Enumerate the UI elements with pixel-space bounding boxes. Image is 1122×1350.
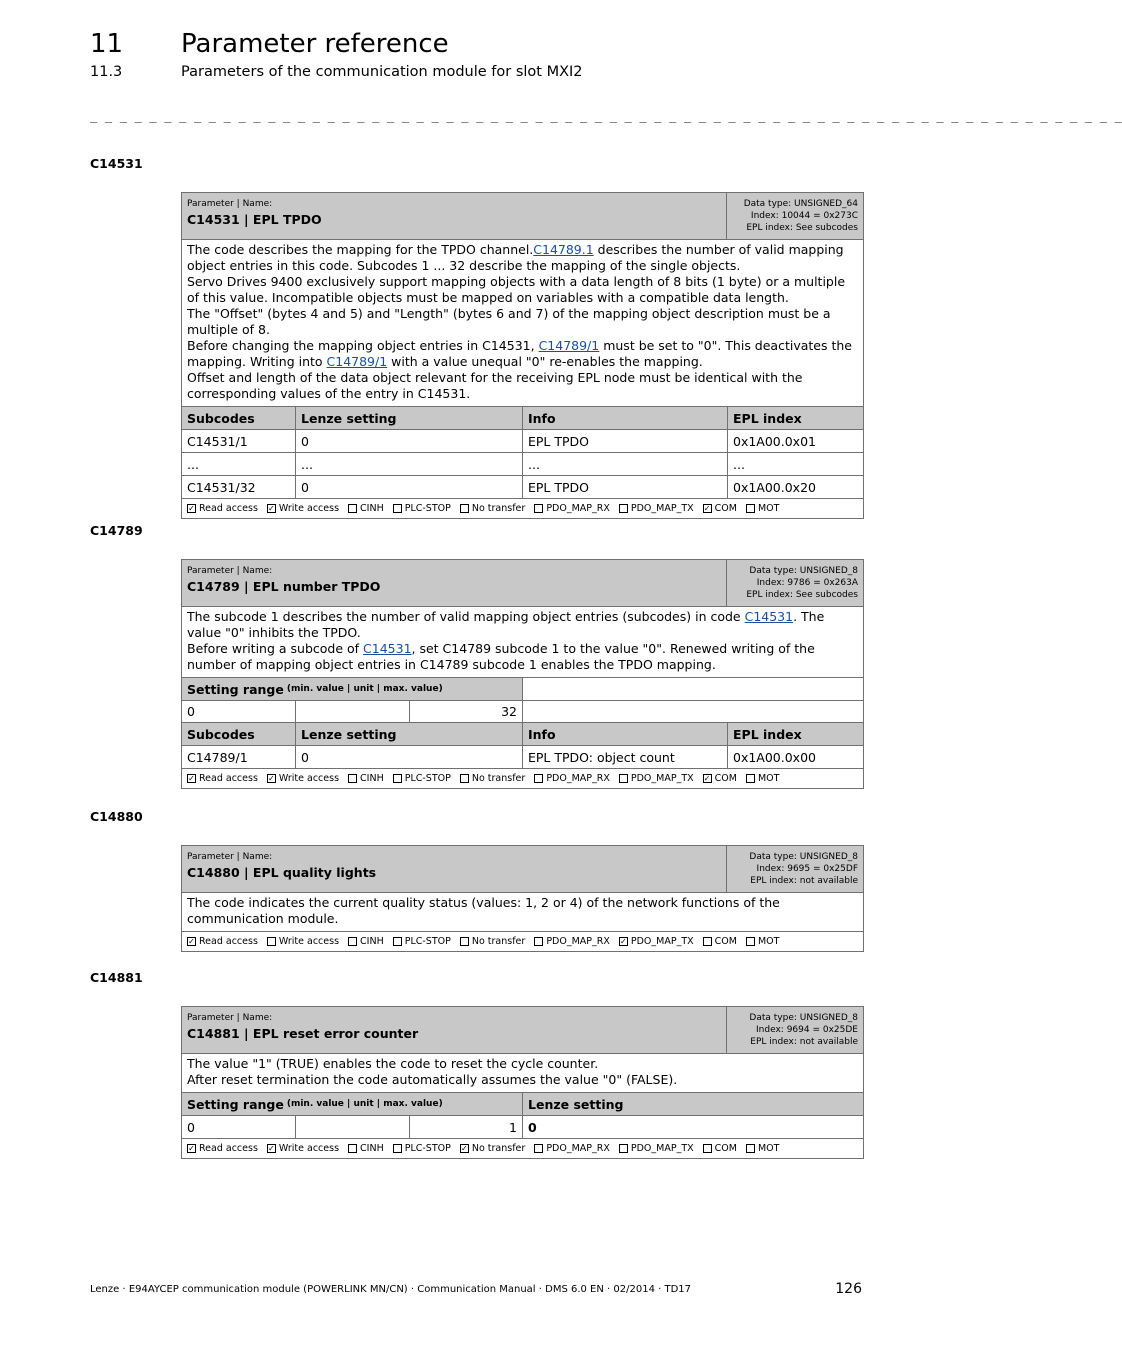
code-heading-c14881: C14881 xyxy=(90,970,143,985)
checked-box-icon: ✓ xyxy=(620,937,627,946)
checked-box-icon: ✓ xyxy=(460,1144,468,1153)
access-flag-com xyxy=(703,773,737,784)
link-c14531[interactable]: C14531 xyxy=(744,609,794,624)
unchecked-box-icon xyxy=(348,1144,357,1153)
subcode-cell: ... xyxy=(182,453,296,475)
access-flag-label: MOT xyxy=(757,1143,780,1154)
checked-box-icon: ✓ xyxy=(188,504,195,513)
table-row xyxy=(182,430,863,453)
setting-range-title: Setting range xyxy=(187,1096,284,1112)
param-table-c14880 xyxy=(181,845,864,952)
page-footer: Lenze · E94AYCEP communication module (POWERLINK MN/CN) · Communication Manual · DMS 6.0 EN · 02/2014 · TD17 xyxy=(90,1284,691,1295)
checked-box-icon: ✓ xyxy=(188,774,195,783)
col-info: Info xyxy=(523,723,728,745)
access-row xyxy=(182,932,863,951)
access-flag-label: PDO_MAP_TX xyxy=(630,1143,694,1154)
desc-text: must be set to "0". This deactivates the mapping. Writing into xyxy=(187,338,852,369)
access-flag-label: PLC-STOP xyxy=(404,1143,451,1154)
access-flag-com xyxy=(703,936,737,947)
section-number: 11.3 xyxy=(90,64,123,80)
access-flag-read-access xyxy=(187,1143,258,1154)
access-flag-label: MOT xyxy=(757,503,780,514)
access-flag-write-access xyxy=(267,503,339,514)
desc-text: Offset and length of the data object relevant for the receiving EPL node must be identical with the corresponding values of the entry in C14531. xyxy=(187,370,803,401)
unchecked-box-icon xyxy=(746,1144,755,1153)
data-type: Data type: UNSIGNED_8 xyxy=(749,852,858,862)
checked-box-icon: ✓ xyxy=(188,937,195,946)
col-lenze-setting: Lenze setting xyxy=(296,407,523,429)
checked-box-icon: ✓ xyxy=(268,774,275,783)
unchecked-box-icon xyxy=(619,504,628,513)
link-c14789-1[interactable]: C14789/1 xyxy=(326,354,388,369)
epl-index: EPL index: not available xyxy=(750,1037,858,1047)
unchecked-box-icon xyxy=(534,504,543,513)
access-flag-pdo-map-tx xyxy=(619,503,694,514)
range-unit xyxy=(296,1116,410,1138)
access-flag-label: MOT xyxy=(757,773,780,784)
access-flag-mot xyxy=(746,1143,779,1154)
access-flag-label: PDO_MAP_TX xyxy=(630,936,694,947)
access-flag-label: Write access xyxy=(278,1143,340,1154)
data-type: Data type: UNSIGNED_8 xyxy=(749,566,858,576)
unchecked-box-icon xyxy=(746,504,755,513)
param-name-caption: Parameter | Name: xyxy=(187,566,273,576)
param-name-caption: Parameter | Name: xyxy=(187,852,273,862)
access-flag-pdo-map-rx xyxy=(534,1143,610,1154)
access-flag-pdo-map-tx xyxy=(619,936,694,947)
checked-box-icon: ✓ xyxy=(268,1144,275,1153)
access-flag-label: Write access xyxy=(278,503,340,514)
access-flag-cinh xyxy=(348,1143,384,1154)
desc-text: Before writing a subcode of xyxy=(187,641,364,656)
access-flag-label: COM xyxy=(714,1143,737,1154)
checked-box-icon: ✓ xyxy=(703,504,711,513)
range-max: 32 xyxy=(410,700,523,722)
param-name: C14789 | EPL number TPDO xyxy=(187,579,381,594)
access-flag-write-access xyxy=(267,936,339,947)
param-name: C14531 | EPL TPDO xyxy=(187,212,322,227)
range-max: 1 xyxy=(410,1116,523,1138)
section-title: Parameters of the communication module for slot MXI2 xyxy=(181,64,583,80)
access-flag-write-access xyxy=(267,773,339,784)
access-flag-mot xyxy=(746,773,779,784)
info-cell: EPL TPDO: object count xyxy=(523,746,728,768)
access-flag-label: No transfer xyxy=(471,1143,526,1154)
access-flag-pdo-map-rx xyxy=(534,503,610,514)
table-row xyxy=(182,453,863,476)
setting-range-header-row xyxy=(182,1093,863,1116)
param-table-c14881 xyxy=(181,1006,864,1159)
epl-cell: 0x1A00.0x01 xyxy=(733,433,816,449)
epl-index: EPL index: See subcodes xyxy=(746,590,858,600)
access-flag-write-access xyxy=(267,1143,339,1154)
setting-range-header-row xyxy=(182,678,863,701)
range-min: 0 xyxy=(182,1116,296,1138)
access-flag-mot xyxy=(746,936,779,947)
access-flag-no-transfer xyxy=(460,936,525,947)
info-cell: ... xyxy=(523,453,728,475)
lenze-cell: 0 xyxy=(296,430,523,452)
access-flag-label: COM xyxy=(714,503,737,514)
access-flag-com xyxy=(703,503,737,514)
epl-index: EPL index: not available xyxy=(750,876,858,886)
access-flag-cinh xyxy=(348,936,384,947)
col-epl-index: EPL index xyxy=(728,723,863,745)
access-row xyxy=(182,1139,863,1158)
param-header xyxy=(182,1007,863,1054)
data-type: Data type: UNSIGNED_8 xyxy=(749,1013,858,1023)
subcode-cell: C14789/1 xyxy=(182,746,296,768)
unchecked-box-icon xyxy=(619,1144,628,1153)
access-flag-label: PDO_MAP_RX xyxy=(546,773,610,784)
param-name: C14881 | EPL reset error counter xyxy=(187,1026,419,1041)
epl-cell: 0x1A00.0x20 xyxy=(733,479,816,495)
subcode-header-row xyxy=(182,723,863,746)
param-index: Index: 9786 = 0x263A xyxy=(756,578,858,588)
col-lenze-setting: Lenze setting xyxy=(523,1093,863,1115)
access-flag-pdo-map-rx xyxy=(534,936,610,947)
setting-range-hint: (min. value | unit | max. value) xyxy=(286,1099,443,1109)
param-table-c14789 xyxy=(181,559,864,789)
unchecked-box-icon xyxy=(534,1144,543,1153)
param-index: Index: 9694 = 0x25DE xyxy=(756,1025,858,1035)
unchecked-box-icon xyxy=(619,774,628,783)
desc-text: The subcode 1 describes the number of valid mapping object entries (subcodes) in code xyxy=(187,609,745,624)
page-number: 126 xyxy=(835,1281,862,1297)
unchecked-box-icon xyxy=(746,937,755,946)
unchecked-box-icon xyxy=(460,774,469,783)
unchecked-box-icon xyxy=(703,1144,712,1153)
access-flag-plc-stop xyxy=(393,503,451,514)
data-type: Data type: UNSIGNED_64 xyxy=(743,199,858,209)
unchecked-box-icon xyxy=(460,504,469,513)
desc-text: describes the number of valid mapping object entries in this code. Subcodes 1 ... 32 describe the mapping of the single objects. xyxy=(187,242,844,273)
setting-range-label xyxy=(182,678,523,700)
info-cell: EPL TPDO xyxy=(523,476,728,498)
unchecked-box-icon xyxy=(393,937,402,946)
access-flag-label: COM xyxy=(714,773,737,784)
range-min: 0 xyxy=(182,700,296,722)
desc-text: The code describes the mapping for the TPDO channel. xyxy=(187,242,534,257)
access-flag-label: PDO_MAP_RX xyxy=(546,1143,610,1154)
lenze-cell: ... xyxy=(296,453,523,475)
lenze-cell: 0 xyxy=(296,476,523,498)
access-flag-label: MOT xyxy=(757,936,780,947)
unchecked-box-icon xyxy=(348,937,357,946)
access-flag-label: CINH xyxy=(360,503,384,514)
checked-box-icon: ✓ xyxy=(268,504,275,513)
access-flag-label: No transfer xyxy=(471,936,526,947)
chapter-title: Parameter reference xyxy=(181,29,449,59)
param-index: Index: 9695 = 0x25DF xyxy=(756,864,858,874)
param-header xyxy=(182,846,863,893)
col-epl-index: EPL index xyxy=(728,407,863,429)
col-info: Info xyxy=(523,407,728,429)
desc-text: Before changing the mapping object entries in C14531, xyxy=(187,338,539,353)
unchecked-box-icon xyxy=(267,937,276,946)
access-flag-label: No transfer xyxy=(471,503,526,514)
subcode-cell: C14531/32 xyxy=(182,476,296,498)
access-flag-label: PLC-STOP xyxy=(404,773,451,784)
desc-text: , set C14789 subcode 1 to the value "0". Renewed writing of the number of mapping object entries in C14789 subcode 1 enables the TPDO mapping. xyxy=(187,641,815,672)
desc-text: with a value unequal "0" re-enables the mapping. xyxy=(387,354,703,369)
link-c14531[interactable]: C14531 xyxy=(363,641,412,656)
access-flag-label: Read access xyxy=(199,773,258,784)
param-name-caption: Parameter | Name: xyxy=(187,199,273,209)
unchecked-box-icon xyxy=(534,774,543,783)
col-lenze-setting: Lenze setting xyxy=(296,723,523,745)
access-flag-label: CINH xyxy=(360,773,384,784)
range-unit xyxy=(296,700,410,722)
col-subcodes: Subcodes xyxy=(182,723,296,745)
checked-box-icon: ✓ xyxy=(188,1144,195,1153)
param-table-c14531 xyxy=(181,192,864,519)
access-row xyxy=(182,769,863,788)
link-c14789-1[interactable]: C14789.1 xyxy=(533,242,594,257)
desc-text: The value "1" (TRUE) enables the code to reset the cycle counter. xyxy=(187,1056,599,1071)
table-row xyxy=(182,476,863,499)
access-flag-label: Write access xyxy=(278,936,340,947)
setting-range-label xyxy=(182,1093,523,1115)
code-heading-c14789: C14789 xyxy=(90,523,143,538)
setting-range-row xyxy=(182,700,863,723)
unchecked-box-icon xyxy=(393,774,402,783)
setting-range-row xyxy=(182,1116,863,1139)
unchecked-box-icon xyxy=(460,937,469,946)
access-flag-label: PLC-STOP xyxy=(404,936,451,947)
access-flag-read-access xyxy=(187,503,258,514)
setting-range-hint: (min. value | unit | max. value) xyxy=(286,684,443,694)
access-flag-label: COM xyxy=(714,936,737,947)
empty-cell xyxy=(523,700,863,722)
link-c14789-1[interactable]: C14789/1 xyxy=(538,338,600,353)
param-name-caption: Parameter | Name: xyxy=(187,1013,273,1023)
param-name: C14880 | EPL quality lights xyxy=(187,865,377,880)
access-flag-plc-stop xyxy=(393,1143,451,1154)
checked-box-icon: ✓ xyxy=(703,774,711,783)
access-flag-pdo-map-rx xyxy=(534,773,610,784)
access-flag-pdo-map-tx xyxy=(619,1143,694,1154)
unchecked-box-icon xyxy=(746,774,755,783)
access-flag-cinh xyxy=(348,503,384,514)
param-header xyxy=(182,560,863,607)
access-flag-cinh xyxy=(348,773,384,784)
empty-cell xyxy=(523,678,863,700)
unchecked-box-icon xyxy=(393,504,402,513)
access-flag-no-transfer xyxy=(460,503,525,514)
desc-text: After reset termination the code automatically assumes the value "0" (FALSE). xyxy=(187,1072,678,1087)
access-flag-label: CINH xyxy=(360,1143,384,1154)
info-cell: EPL TPDO xyxy=(523,430,728,452)
epl-index: EPL index: See subcodes xyxy=(746,223,858,233)
access-flag-label: CINH xyxy=(360,936,384,947)
desc-text: The "Offset" (bytes 4 and 5) and "Length" (bytes 6 and 7) of the mapping object description must be a multiple of 8. xyxy=(187,306,831,337)
desc-text: The code indicates the current quality status (values: 1, 2 or 4) of the network functions of the communication module. xyxy=(187,895,780,926)
param-description xyxy=(182,607,863,678)
access-flag-plc-stop xyxy=(393,936,451,947)
subcode-header-row xyxy=(182,407,863,430)
access-flag-label: PDO_MAP_RX xyxy=(546,936,610,947)
subcode-cell: C14531/1 xyxy=(182,430,296,452)
unchecked-box-icon xyxy=(393,1144,402,1153)
access-flag-mot xyxy=(746,503,779,514)
desc-text: . The value "0" inhibits the TPDO. xyxy=(187,609,825,640)
access-flag-no-transfer xyxy=(460,1143,525,1154)
access-flag-label: Read access xyxy=(199,1143,258,1154)
header-divider: _ _ _ _ _ _ _ _ _ _ _ _ _ _ _ _ _ _ _ _ _ _ _ _ _ _ _ _ _ _ _ _ _ _ _ _ _ _ _ _ _ _ _ _ _ _ _ _ _ _ _ _ _ _ _ _ _ _ _ _ _ _ _ _ _ _ _ _ _ _ xyxy=(90,109,1122,123)
chapter-number: 11 xyxy=(90,29,124,59)
access-flag-pdo-map-tx xyxy=(619,773,694,784)
access-flag-read-access xyxy=(187,773,258,784)
code-heading-c14531: C14531 xyxy=(90,156,143,171)
param-header xyxy=(182,193,863,240)
param-description xyxy=(182,240,863,407)
access-flag-label: Read access xyxy=(199,936,258,947)
epl-cell: 0x1A00.0x00 xyxy=(733,749,816,765)
access-row xyxy=(182,499,863,518)
unchecked-box-icon xyxy=(534,937,543,946)
lenze-setting-value: 0 xyxy=(528,1119,537,1135)
lenze-cell: 0 xyxy=(296,746,523,768)
param-index: Index: 10044 = 0x273C xyxy=(750,211,858,221)
param-description xyxy=(182,893,863,932)
access-flag-label: PDO_MAP_TX xyxy=(630,503,694,514)
access-flag-label: Write access xyxy=(278,773,340,784)
access-flag-plc-stop xyxy=(393,773,451,784)
unchecked-box-icon xyxy=(703,937,712,946)
access-flag-label: No transfer xyxy=(471,773,526,784)
access-flag-read-access xyxy=(187,936,258,947)
unchecked-box-icon xyxy=(348,504,357,513)
access-flag-com xyxy=(703,1143,737,1154)
desc-text: Servo Drives 9400 exclusively support mapping objects with a data length of 8 bits (1 byte) or a multiple of this value. Incompatible objects must be mapped on variables with a compatible data length. xyxy=(187,274,846,305)
setting-range-title: Setting range xyxy=(187,681,284,697)
unchecked-box-icon xyxy=(348,774,357,783)
col-subcodes: Subcodes xyxy=(182,407,296,429)
access-flag-label: Read access xyxy=(199,503,258,514)
code-heading-c14880: C14880 xyxy=(90,809,143,824)
param-description xyxy=(182,1054,863,1093)
epl-cell: ... xyxy=(733,456,745,472)
access-flag-label: PLC-STOP xyxy=(404,503,451,514)
access-flag-no-transfer xyxy=(460,773,525,784)
access-flag-label: PDO_MAP_TX xyxy=(630,773,694,784)
table-row xyxy=(182,746,863,769)
access-flag-label: PDO_MAP_RX xyxy=(546,503,610,514)
